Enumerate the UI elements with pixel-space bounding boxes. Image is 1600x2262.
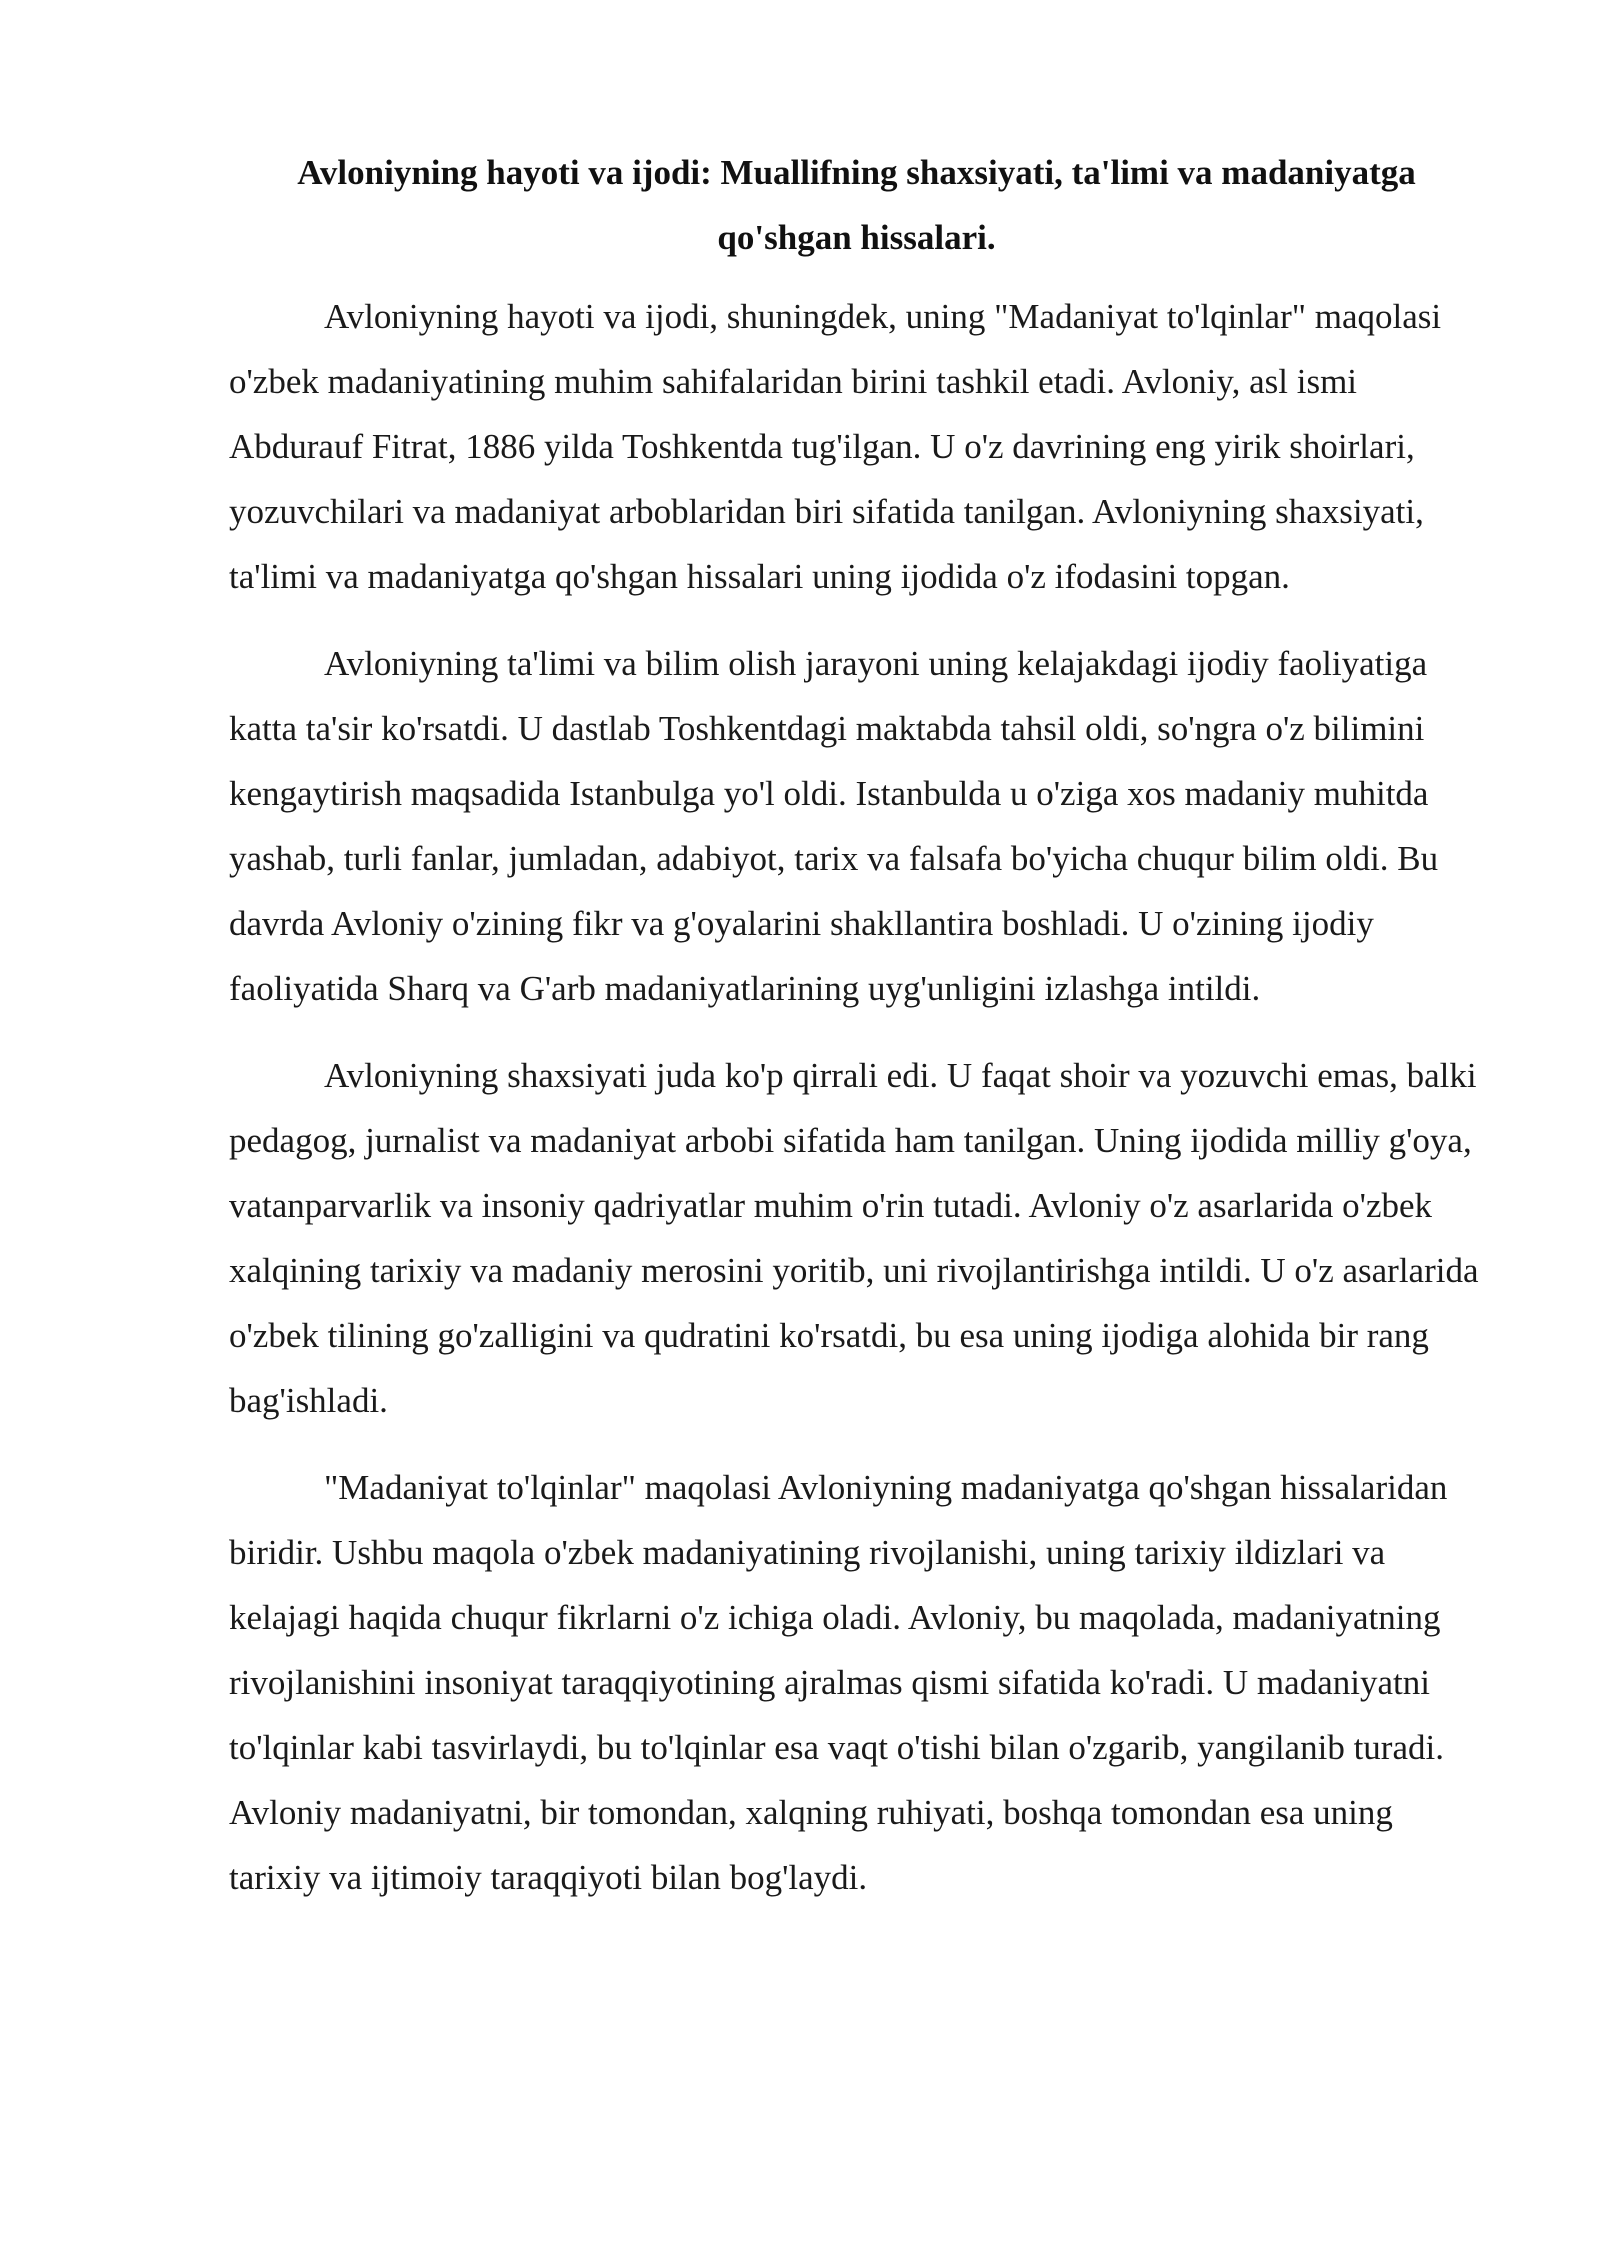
paragraph-1: Avloniyning hayoti va ijodi, shuningdek, uning "Madaniyat to'lqinlar" maqolasi o'zbek madaniyatining muhim sahifalaridan birini tashkil etadi. Avloniy, asl ismi Abdurauf Fitrat, 1886 yilda Toshkentda tug'ilgan. U o'z davrining eng yirik shoirlari, yozuvchilari va madaniyat arboblaridan biri sifatida tanilgan. Avloniyning shaxsiyati, ta'limi va madaniyatga qo'shgan hissalari uning ijodida o'z ifodasini topgan. <box>229 297 1442 596</box>
document-title: Avloniyning hayoti va ijodi: Muallifning shaxsiyati, ta'limi va madaniyatga qo'shgan hissalari. <box>297 153 1416 257</box>
paragraph-3: Avloniyning shaxsiyati juda ko'p qirrali edi. U faqat shoir va yozuvchi emas, balki pedagog, jurnalist va madaniyat arbobi sifatida ham tanilgan. Uning ijodida milliy g'oya, vatanparvarlik va insoniy qadriyatlar muhim o'rin tutadi. Avloniy o'z asarlarida o'zbek xalqining tarixiy va madaniy merosini yoritib, uni rivojlantirishga intildi. U o'z asarlarida o'zbek tilining go'zalligini va qudratini ko'rsatdi, bu esa uning ijodiga alohida bir rang bag'ishladi. <box>229 1056 1479 1420</box>
paragraph-4: "Madaniyat to'lqinlar" maqolasi Avloniyning madaniyatga qo'shgan hissalaridan biridir. Ushbu maqola o'zbek madaniyatining rivojlanishi, uning tarixiy ildizlari va kelajagi haqida chuqur fikrlarni o'z ichiga oladi. Avloniy, bu maqolada, madaniyatning rivojlanishini insoniyat taraqqiyotining ajralmas qismi sifatida ko'radi. U madaniyatni to'lqinlar kabi tasvirlaydi, bu to'lqinlar esa vaqt o'tishi bilan o'zgarib, yangilanib turadi. Avloniy madaniyatni, bir tomondan, xalqning ruhiyati, boshqa tomondan esa uning tarixiy va ijtimoiy taraqqiyoti bilan bog'laydi. <box>229 1468 1448 1897</box>
paragraph-2: Avloniyning ta'limi va bilim olish jarayoni uning kelajakdagi ijodiy faoliyatiga katta ta'sir ko'rsatdi. U dastlab Toshkentdagi maktabda tahsil oldi, so'ngra o'z bilimini kengaytirish maqsadida Istanbulga yo'l oldi. Istanbulda u o'ziga xos madaniy muhitda yashab, turli fanlar, jumladan, adabiyot, tarix va falsafa bo'yicha chuqur bilim oldi. Bu davrda Avloniy o'zining fikr va g'oyalarini shakllantira boshladi. U o'zining ijodiy faoliyatida Sharq va G'arb madaniyatlarining uyg'unligini izlashga intildi. <box>229 644 1439 1008</box>
document-body <box>229 140 1484 1932</box>
